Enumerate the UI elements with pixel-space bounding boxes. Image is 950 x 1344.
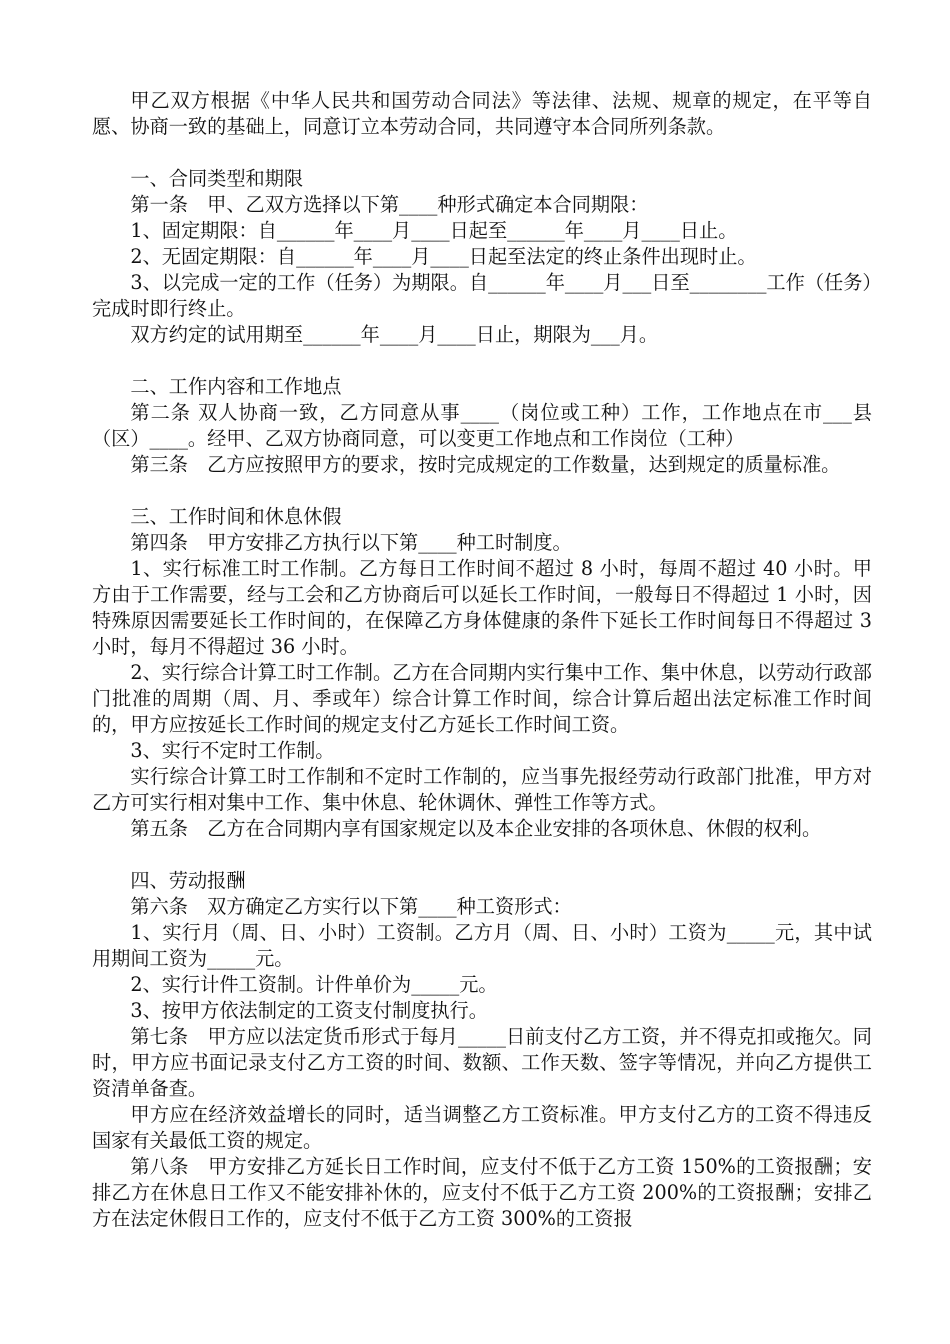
paragraph: 2、无固定期限：自______年____月____日起至法定的终止条件出现时止。 — [130, 245, 757, 268]
paragraph: 3、以完成一定的工作（任务）为期限。自______年____月___日至________工作（任务）完成时即行终止。 — [92, 271, 872, 320]
paragraph: 1、实行月（周、日、小时）工资制。乙方月（周、日、小时）工资为_____元，其中试用期间工资为_____元。 — [92, 921, 872, 970]
paragraph: 第五条 乙方在合同期内享有国家规定以及本企业安排的各项休息、休假的权利。 — [130, 817, 822, 840]
paragraph: 1、实行标准工时工作制。乙方每日工作时间不超过 8 小时，每周不超过 40 小时。甲方由于工作需要，经与工会和乙方协商后可以延长工作时间，一般每日不得超过 1 小时，因特殊原因需要延长工作时间的，在保障乙方身体健康的条件下延长工作时间每日不得超过 3 小时，每月不得超过 36 小时。 — [92, 557, 872, 658]
paragraph: 第四条 甲方安排乙方执行以下第____种工时制度。 — [130, 531, 572, 554]
paragraph: 3、按甲方依法制定的工资支付制度执行。 — [130, 999, 488, 1022]
paragraph: 双方约定的试用期至______年____月____日止，期限为___月。 — [130, 323, 659, 346]
paragraph: 第二条 双人协商一致，乙方同意从事____（岗位或工种）工作，工作地点在市___县（区）____。经甲、乙双方协商同意，可以变更工作地点和工作岗位（工种） — [92, 401, 872, 450]
paragraph: 2、实行综合计算工时工作制。乙方在合同期内实行集中工作、集中休息，以劳动行政部门批准的周期（周、月、季或年）综合计算工作时间，综合计算后超出法定标准工作时间的，甲方应按延长工作时间的规定支付乙方延长工作时间工资。 — [92, 661, 872, 736]
paragraph: 甲乙双方根据《中华人民共和国劳动合同法》等法律、法规、规章的规定，在平等自愿、协商一致的基础上，同意订立本劳动合同，共同遵守本合同所列条款。 — [92, 89, 872, 138]
spacer — [92, 842, 872, 868]
paragraph: 第一条 甲、乙双方选择以下第____种形式确定本合同期限： — [130, 193, 649, 216]
paragraph: 一、合同类型和期限 — [130, 167, 304, 190]
paragraph: 三、工作时间和休息休假 — [130, 505, 342, 528]
paragraph: 2、实行计件工资制。计件单价为_____元。 — [130, 973, 498, 996]
spacer — [92, 478, 872, 504]
paragraph: 四、劳动报酬 — [130, 869, 246, 892]
paragraph: 二、工作内容和工作地点 — [130, 375, 342, 398]
contract-document — [92, 88, 872, 1232]
paragraph: 1、固定期限：自______年____月____日起至______年____月____日止。 — [130, 219, 738, 242]
spacer — [92, 348, 872, 374]
paragraph: 第六条 双方确定乙方实行以下第____种工资形式： — [130, 895, 572, 918]
paragraph: 甲方应在经济效益增长的同时，适当调整乙方工资标准。甲方支付乙方的工资不得违反国家有关最低工资的规定。 — [92, 1103, 872, 1152]
paragraph: 3、实行不定时工作制。 — [130, 739, 335, 762]
paragraph: 第七条 甲方应以法定货币形式于每月_____日前支付乙方工资，并不得克扣或拖欠。同时，甲方应书面记录支付乙方工资的时间、数额、工作天数、签字等情况，并向乙方提供工资清单备查。 — [92, 1025, 872, 1100]
paragraph: 第八条 甲方安排乙方延长日工作时间，应支付不低于乙方工资 150%的工资报酬；安排乙方在休息日工作又不能安排补休的，应支付不低于乙方工资 200%的工资报酬；安排乙方在法定休假日工作的，应支付不低于乙方工资 300%的工资报 — [92, 1155, 872, 1230]
paragraph: 实行综合计算工时工作制和不定时工作制的，应当事先报经劳动行政部门批准，甲方对乙方可实行相对集中工作、集中休息、轮休调休、弹性工作等方式。 — [92, 765, 872, 814]
paragraph: 第三条 乙方应按照甲方的要求，按时完成规定的工作数量，达到规定的质量标准。 — [130, 453, 841, 476]
spacer — [92, 140, 872, 166]
